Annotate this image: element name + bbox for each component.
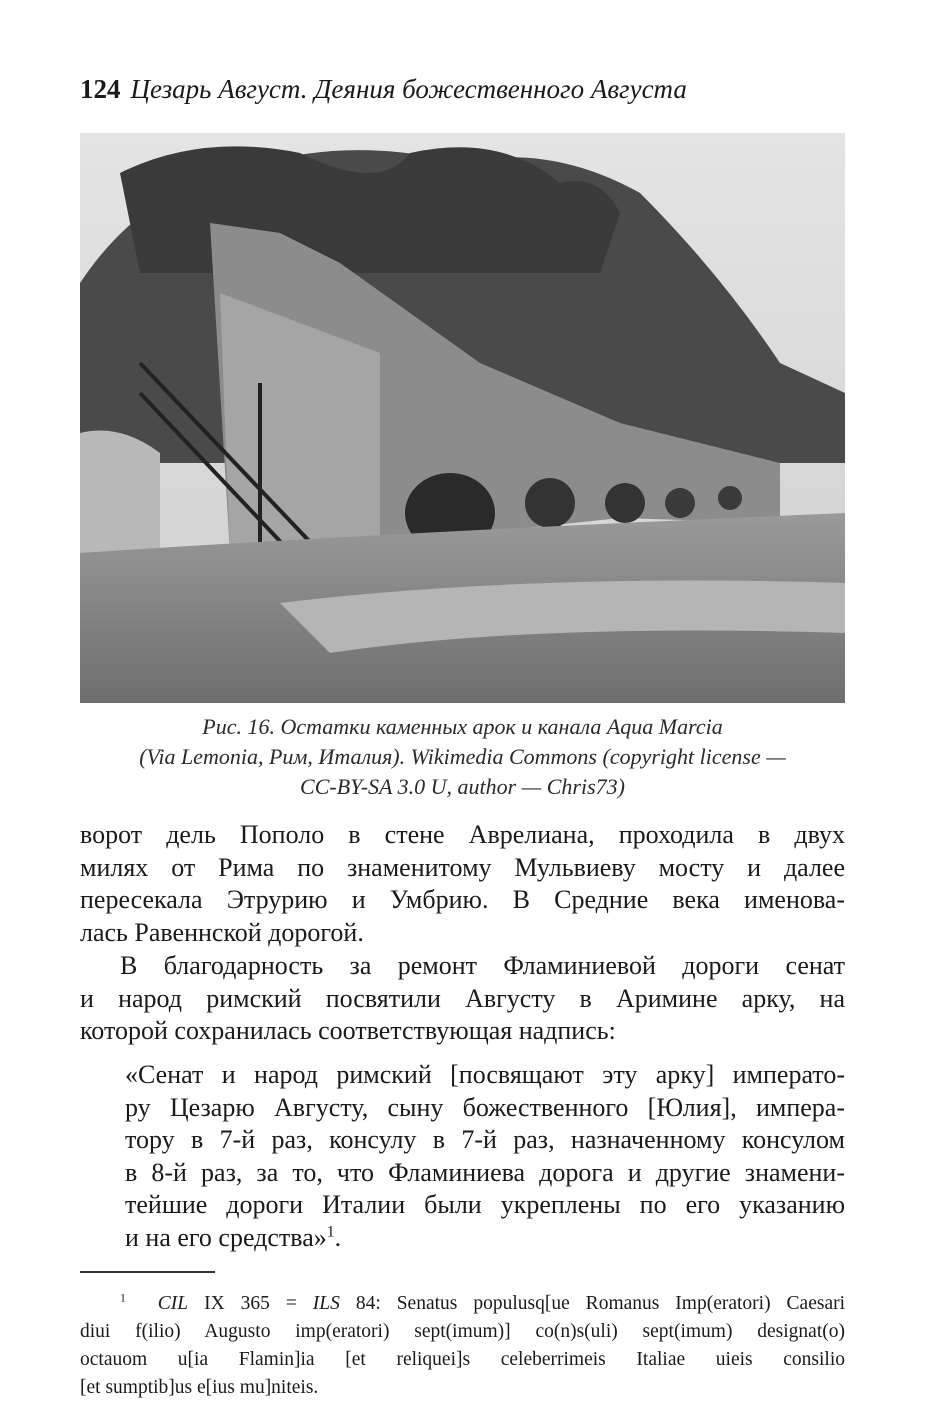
caption-line: CC-BY-SA 3.0 U, author — Chris73) <box>300 774 625 799</box>
body-paragraph-2 <box>80 950 845 1048</box>
text-line: ру Цезарю Августу, сыну божественного [Юлия], импера- <box>125 1092 845 1122</box>
text-line: которой сохранилась соответствующая надпись: <box>80 1016 616 1045</box>
text-line: тейшие дороги Италии были укреплены по его указанию <box>125 1190 845 1219</box>
text-line: тору в 7-й раз, консулу в 7-й раз, назначенному консулом <box>125 1125 845 1154</box>
footnote-marker: 1 <box>120 1291 126 1305</box>
caption-line: Рис. 16. Остатки каменных арок и канала Aqua Marcia <box>202 714 723 739</box>
text-line: diui f(ilio) Augusto imp(eratori) sept(imum)] co(n)s(uli) sept(imum) designat(o) <box>80 1321 845 1342</box>
text-line: В благодарность за ремонт Фламиниевой дороги сенат <box>120 951 845 980</box>
footnote-divider <box>80 1271 215 1273</box>
text-line: ворот дель Пополо в стене Аврелиана, проходила в двух <box>80 820 845 849</box>
text-line: «Сенат и народ римский [посвящают эту арку] императо- <box>125 1060 845 1089</box>
text-line: милях от Рима по знаменитому Мульвиеву мосту и далее <box>80 852 845 882</box>
footnote <box>80 1290 845 1402</box>
aqueduct-photo <box>80 133 845 703</box>
footnote-ref[interactable]: 1 <box>326 1222 335 1240</box>
text-line: [et sumptib]us e[ius mu]niteis. <box>80 1377 319 1398</box>
text-fragment: 84: Senatus populusq[ue Romanus Imp(eratori) Caesari <box>339 1293 846 1314</box>
text-line: octauom u[ia Flamin]ia [et reliquei]s celeberrimeis Italiae uieis consilio <box>80 1349 845 1370</box>
text-line: и на его средства»$^1$. <box>125 1222 342 1252</box>
quote-last-text: и на его средства» <box>125 1222 327 1252</box>
running-title: Цезарь Август. Деяния божественного Августа <box>130 74 687 104</box>
page-number: 124 <box>80 74 121 104</box>
text-line: и народ римский посвятили Августу в Аримине арку, на <box>80 983 845 1013</box>
text-line: в 8-й раз, за то, что Фламиниева дорога и другие знамени- <box>125 1157 845 1187</box>
text-line: лась Равеннской дорогой. <box>80 917 364 947</box>
figure-caption <box>80 712 845 802</box>
text-line <box>80 1290 845 1318</box>
text-fragment: IX 365 = <box>188 1293 313 1314</box>
ils-abbrev: ILS <box>312 1293 340 1314</box>
caption-line: (Via Lemonia, Рим, Италия). Wikimedia Commons (copyright license — <box>139 744 786 769</box>
running-header <box>80 74 687 105</box>
inscription-quote <box>125 1059 845 1254</box>
cil-abbrev: CIL <box>157 1293 189 1314</box>
text-line: пересекала Этрурию и Умбрию. В Средние века именова- <box>80 885 845 914</box>
body-paragraph-1 <box>80 819 845 949</box>
